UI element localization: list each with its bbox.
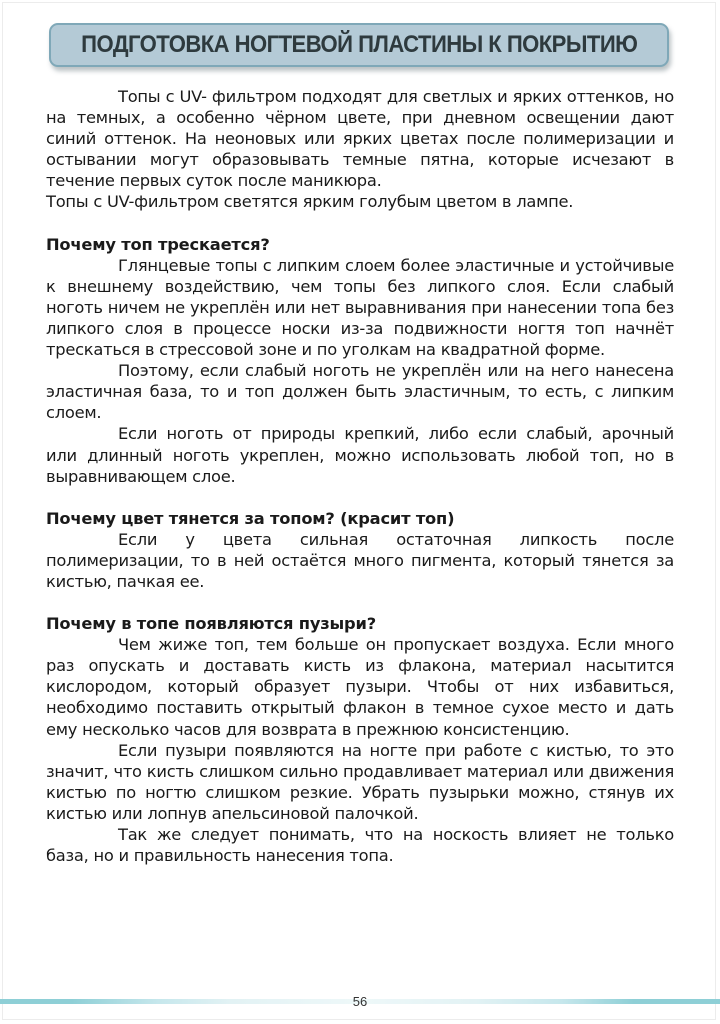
section-paragraph: Если ноготь от природы крепкий, либо если слабый, арочный или длинный ноготь укреплен, можно использовать любой топ, но в выравнивающем слое. [46, 424, 674, 486]
intro-paragraph: Топы с UV-фильтром светятся ярким голубым цветом в лампе. [46, 192, 574, 212]
section-heading: Почему топ трескается? [46, 234, 270, 254]
section-heading: Почему цвет тянется за топом? (красит топ) [46, 508, 455, 528]
section-paragraph: Так же следует понимать, что на носкость влияет не только база, но и правильность нанесения топа. [46, 825, 674, 866]
section-paragraph: Чем жиже топ, тем больше он пропускает воздуха. Если много раз опускать и доставать кисть из флакона, материал насытится кислородом, который образует пузыри. Чтобы от них избавиться, необходимо поставить открытый флакон в темное сухое место и дать ему несколько часов для возврата в прежнюю консистенцию. [46, 635, 674, 739]
page-title: ПОДГОТОВКА НОГТЕВОЙ ПЛАСТИНЫ К ПОКРЫТИЮ [80, 31, 638, 58]
intro-paragraph: Топы с UV- фильтром подходят для светлых и ярких оттенков, но на темных, а особенно чёрном цвете, при дневном освещении дают синий оттенок. На неоновых или ярких цветах после полимеризации и остывании могут образовывать темные пятна, которые исчезают в течение первых суток после маникюра. [46, 87, 674, 191]
section-paragraph: Поэтому, если слабый ноготь не укреплён или на него нанесена эластичная база, то и топ должен быть эластичным, то есть, с липким слоем. [46, 361, 674, 423]
page-number: 56 [352, 994, 368, 1009]
document-body [46, 86, 674, 866]
title-banner [49, 23, 669, 67]
section-heading: Почему в топе появляются пузыри? [46, 614, 376, 634]
section-paragraph: Если пузыри появляются на ногте при работе с кистью, то это значит, что кисть слишком сильно продавливает материал или движения кистью по ногтю слишком резкие. Убрать пузырьки можно, стянув их кистью или лопнув апельсиновой палочкой. [46, 740, 674, 823]
section-paragraph: Если у цвета сильная остаточная липкость после полимеризации, то в ней остаётся много пигмента, который тянется за кистью, пачкая ее. [46, 529, 674, 591]
section-paragraph: Глянцевые топы с липким слоем более эластичные и устойчивые к внешнему воздействию, чем топы без липкого слоя. Если слабый ноготь ничем не укреплён или нет выравнивания при нанесении топа без липкого слоя в процессе носки из-за подвижности ногтя топ начнёт трескаться в стрессовой зоне и по уголкам на квадратной форме. [46, 255, 674, 360]
